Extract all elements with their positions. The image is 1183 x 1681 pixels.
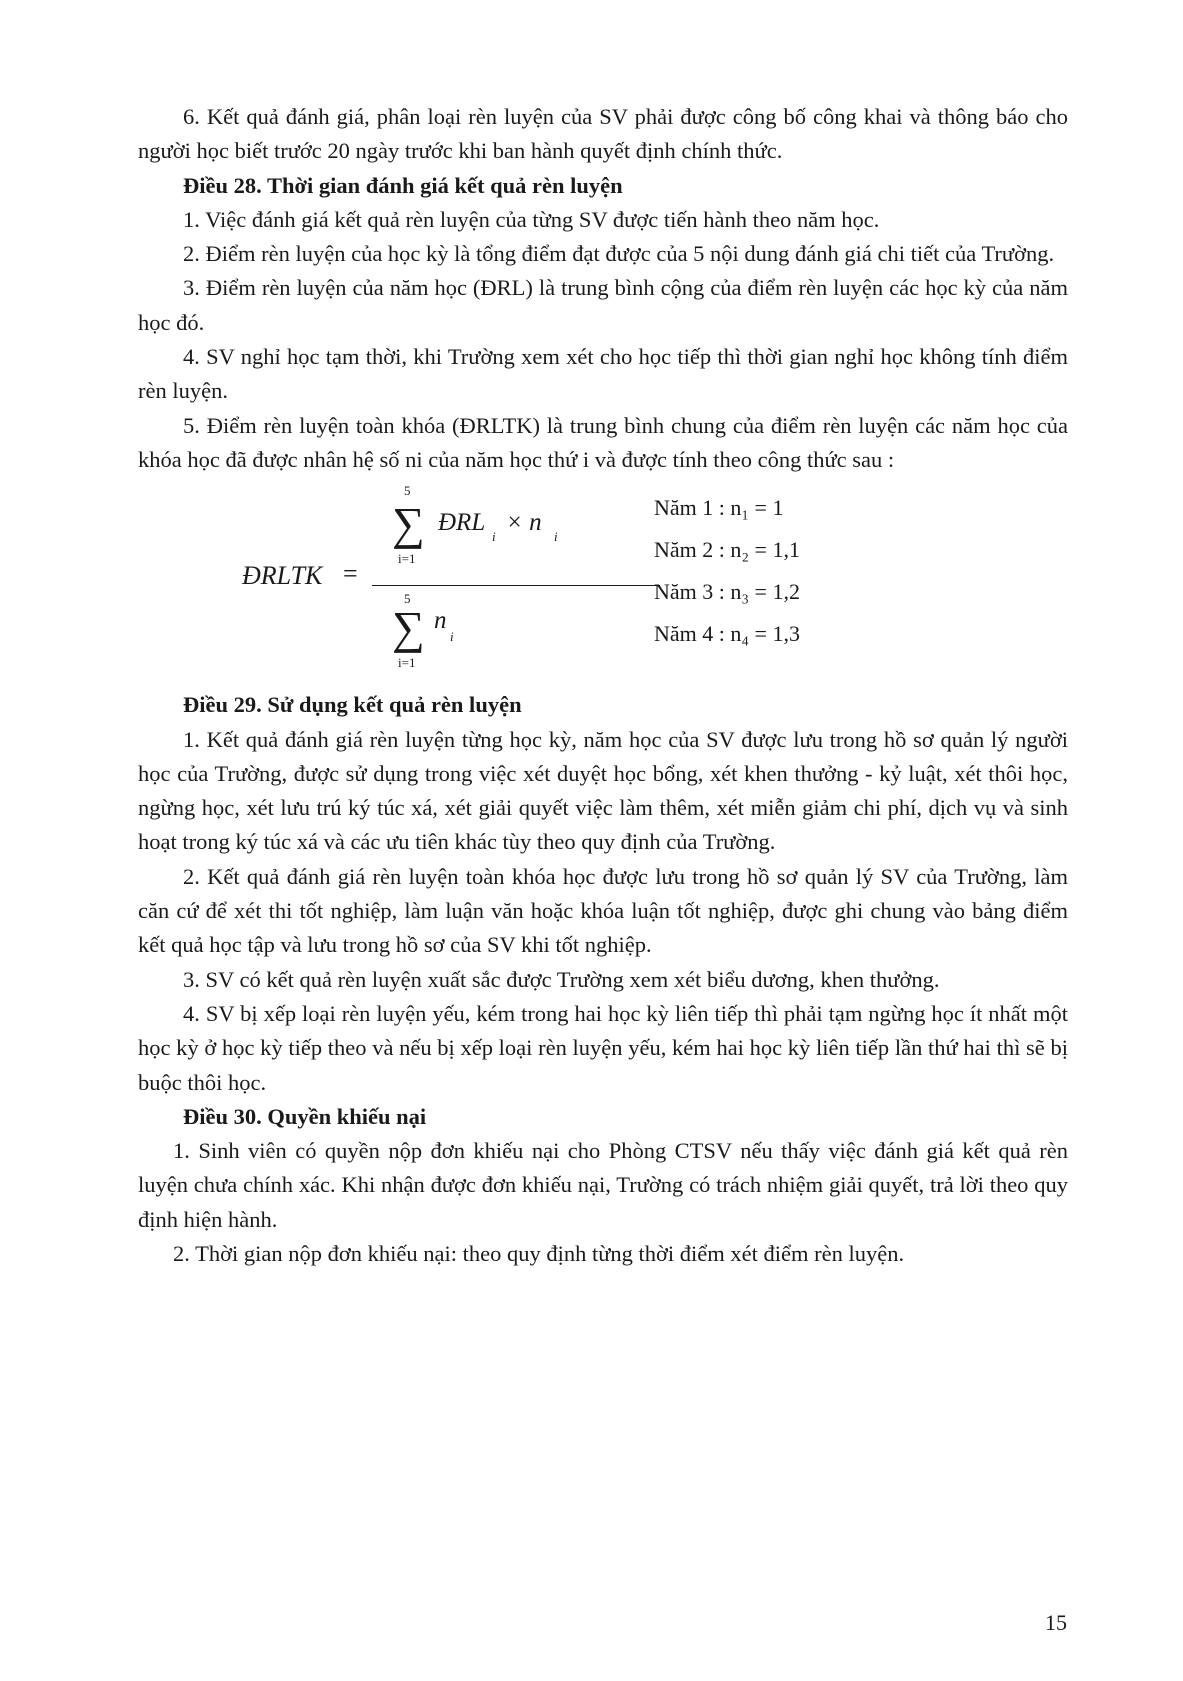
numerator-drl: ĐRL (438, 509, 486, 537)
page-number: 15 (1045, 1610, 1067, 1635)
article-29-heading: Điều 29. Sử dụng kết quả rèn luyện (183, 692, 522, 718)
page-content (138, 100, 1068, 1271)
article-28-item-4: 4. SV nghỉ học tạm thời, khi Trường xem xét cho học tiếp thì thời gian nghỉ học không tính điểm rèn luyện. (138, 344, 1068, 404)
coefficient-year-3: Năm 3 : n₃ = 1,2 (654, 579, 800, 605)
coefficient-legend (654, 487, 800, 655)
article-29-item-1: 1. Kết quả đánh giá rèn luyện từng học kỳ, năm học của SV được lưu trong hồ sơ quản lý người học của Trường, được sử dụng trong việc xét duyệt học bổng, xét khen thưởng - kỷ luật, xét thôi học, ngừng học, xét lưu trú ký túc xá, xét giải quyết việc làm thêm, xét miễn giảm chi phí, dịch vụ và sinh hoạt trong ký túc xá và các ưu tiên khác tùy theo quy định của Trường. (138, 726, 1068, 855)
denominator-n-subscript: i (450, 629, 454, 645)
article-28-item-2: 2. Điểm rèn luyện của học kỳ là tổng điểm đạt được của 5 nội dung đánh giá chi tiết của Trường. (183, 241, 1055, 267)
article-29-item-2: 2. Kết quả đánh giá rèn luyện toàn khóa học được lưu trong hồ sơ quản lý SV của Trường, làm căn cứ để xét thi tốt nghiệp, làm luận văn hoặc khóa luận tốt nghiệp, được ghi chung vào bảng điểm kết quả học tập và lưu trong hồ sơ của SV khi tốt nghiệp. (138, 863, 1068, 958)
drltk-formula (138, 483, 1068, 688)
formula-equals: = (343, 559, 358, 589)
coefficient-year-4: Năm 4 : n₄ = 1,3 (654, 621, 800, 647)
numerator-n-subscript: i (554, 529, 558, 545)
article-30-item-1: 1. Sinh viên có quyền nộp đơn khiếu nại cho Phòng CTSV nếu thấy việc đánh giá kết quả rèn luyện chưa chính xác. Khi nhận được đơn khiếu nại, Trường có trách nhiệm giải quyết, trả lời theo quy định hiện hành. (138, 1138, 1068, 1232)
article-30-heading: Điều 30. Quyền khiếu nại (183, 1103, 427, 1129)
numerator-sum-lower: i=1 (398, 551, 416, 567)
coefficient-year-1: Năm 1 : n₁ = 1 (654, 495, 784, 521)
numerator-times-n: × n (506, 509, 542, 537)
article-29-item-3: 3. SV có kết quả rèn luyện xuất sắc được Trường xem xét biểu dương, khen thưởng. (183, 966, 940, 992)
numerator-sigma: ∑ (392, 498, 425, 550)
coefficient-year-2: Năm 2 : n₂ = 1,1 (654, 537, 800, 563)
article-28-heading: Điều 28. Thời gian đánh giá kết quả rèn luyện (183, 172, 623, 198)
denominator-n: n (434, 607, 447, 635)
numerator-drl-subscript: i (492, 529, 496, 545)
article-28-item-1: 1. Việc đánh giá kết quả rèn luyện của từng SV được tiến hành theo năm học. (183, 206, 880, 232)
article-28-item-3: 3. Điểm rèn luyện của năm học (ĐRL) là trung bình cộng của điểm rèn luyện các học kỳ của năm học đó. (138, 275, 1068, 335)
paragraph-item-6: 6. Kết quả đánh giá, phân loại rèn luyện của SV phải được công bố công khai và thông báo cho người học biết trước 20 ngày trước khi ban hành quyết định chính thức. (138, 104, 1068, 164)
denominator-sum-lower: i=1 (398, 655, 416, 671)
article-30-item-2: 2. Thời gian nộp đơn khiếu nại: theo quy định từng thời điểm xét điểm rèn luyện. (173, 1241, 905, 1267)
denominator-sigma: ∑ (392, 602, 425, 654)
denominator-sum-upper: 5 (404, 591, 411, 607)
article-29-item-4: 4. SV bị xếp loại rèn luyện yếu, kém trong hai học kỳ liên tiếp thì phải tạm ngừng học ít nhất một học kỳ ở học kỳ tiếp theo và nếu bị xếp loại rèn luyện yếu, kém hai học kỳ liên tiếp lần thứ hai thì sẽ bị buộc thôi học. (138, 1000, 1068, 1095)
numerator-sum-upper: 5 (404, 483, 411, 499)
formula-lhs: ĐRLTK (242, 561, 323, 591)
fraction-bar (372, 585, 660, 586)
article-28-item-5: 5. Điểm rèn luyện toàn khóa (ĐRLTK) là trung bình chung của điểm rèn luyện các năm học của khóa học đã được nhân hệ số ni của năm học thứ i và được tính theo công thức sau : (138, 412, 1068, 472)
